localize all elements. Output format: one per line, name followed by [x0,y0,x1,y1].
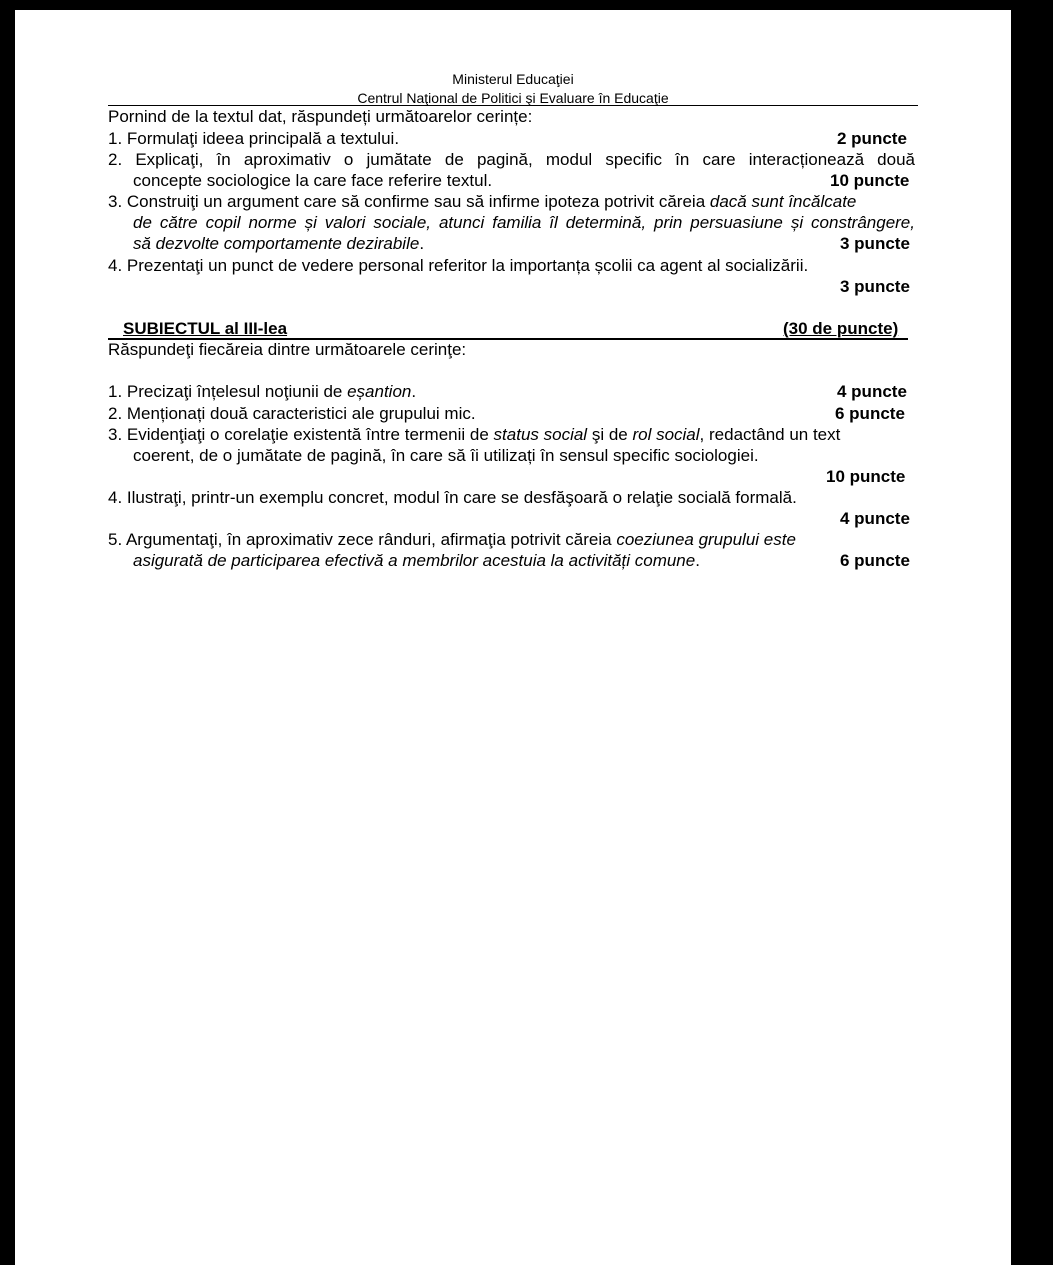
s3-q3-p2: şi de [587,425,633,444]
s2-q2-line1: 2. Explicaţi, în aproximativ o jumătate de pagină, modul specific în care interacționează două [108,150,915,169]
s2-q3-points: 3 puncte [840,234,910,253]
s3-q2-text: 2. Menționați două caracteristici ale grupului mic. [108,404,476,423]
s3-q3-i1: status social [493,425,588,444]
s2-q3-line1-italic: dacă sunt încălcate [709,192,857,211]
s3-q5-line2 [133,551,700,571]
s2-q4-points: 3 puncte [840,277,910,296]
subject3-total: (30 de puncte) [783,319,899,338]
s3-q5-end: . [695,551,700,570]
s2-q4-text: 4. Prezentaţi un punct de vedere personal referitor la importanța școlii ca agent al socializării. [108,256,809,275]
s3-q1-points: 4 puncte [837,382,907,401]
s3-q3-line1 [108,425,840,445]
header-center: Centrul Naţional de Politici şi Evaluare în Educaţie [357,90,669,106]
s3-q1-plain: 1. Precizaţi înțelesul noţiunii de [108,382,348,401]
s2-q1-points: 2 puncte [837,129,907,148]
s3-q3-line2: coerent, de o jumătate de pagină, în care să îi utilizați în sensul specific sociologiei. [133,446,759,465]
header-ministry: Ministerul Educaţiei [452,71,574,87]
s2-q3-line2-italic: de către copil norme și valori sociale, atunci familia îl determină, prin persuasiune și constrângere, [133,213,915,232]
s3-q5-line1 [108,530,796,550]
s3-q5-points: 6 puncte [840,551,910,570]
s2-q2-line2: concepte sociologice la care face referire textul. [133,171,493,190]
s3-q1 [108,382,416,402]
s3-q3-p1: 3. Evidenţiaţi o corelaţie existentă între termenii de [108,425,494,444]
s3-q5-italic1: coeziunea grupului este [616,530,796,549]
s2-q3-line3 [133,234,424,254]
s3-q4-text: 4. Ilustraţi, printr-un exemplu concret, modul în care se desfăşoară o relaţie socială formală. [108,488,797,507]
s3-q1-italic: eșantion [347,382,412,401]
s2-q3-line3-italic: să dezvolte comportamente dezirabile [133,234,420,253]
s3-q3-i2: rol social [632,425,700,444]
s2-q3-line3-end: . [419,234,425,253]
s3-q3-points: 10 puncte [826,467,906,486]
s3-q1-end: . [411,382,417,401]
exam-page [15,10,1011,1265]
s3-q5-plain: 5. Argumentaţi, în aproximativ zece rânduri, afirmaţia potrivit căreia [108,530,617,549]
s3-q3-p3: , redactând un text [699,425,841,444]
s2-q3-line1-plain: 3. Construiţi un argument care să confirme sau să infirme ipoteza potrivit căreia [108,192,710,211]
s2-q3-line2 [133,213,915,233]
s2-q2-points: 10 puncte [830,171,910,190]
header-rule [108,105,918,106]
subject3-intro: Răspundeţi fiecăreia dintre următoarele cerinţe: [108,340,467,359]
s2-q1-text: 1. Formulaţi ideea principală a textului. [108,129,400,148]
s3-q5-italic2: asigurată de participarea efectivă a membrilor acestuia la activități comune [133,551,696,570]
subject3-title: SUBIECTUL al III-lea [123,319,288,338]
s3-q4-points: 4 puncte [840,509,910,528]
s3-q2-points: 6 puncte [835,404,905,423]
subject2-intro: Pornind de la textul dat, răspundeți următoarelor cerințe: [108,107,533,126]
s2-q3-line1 [108,192,856,212]
